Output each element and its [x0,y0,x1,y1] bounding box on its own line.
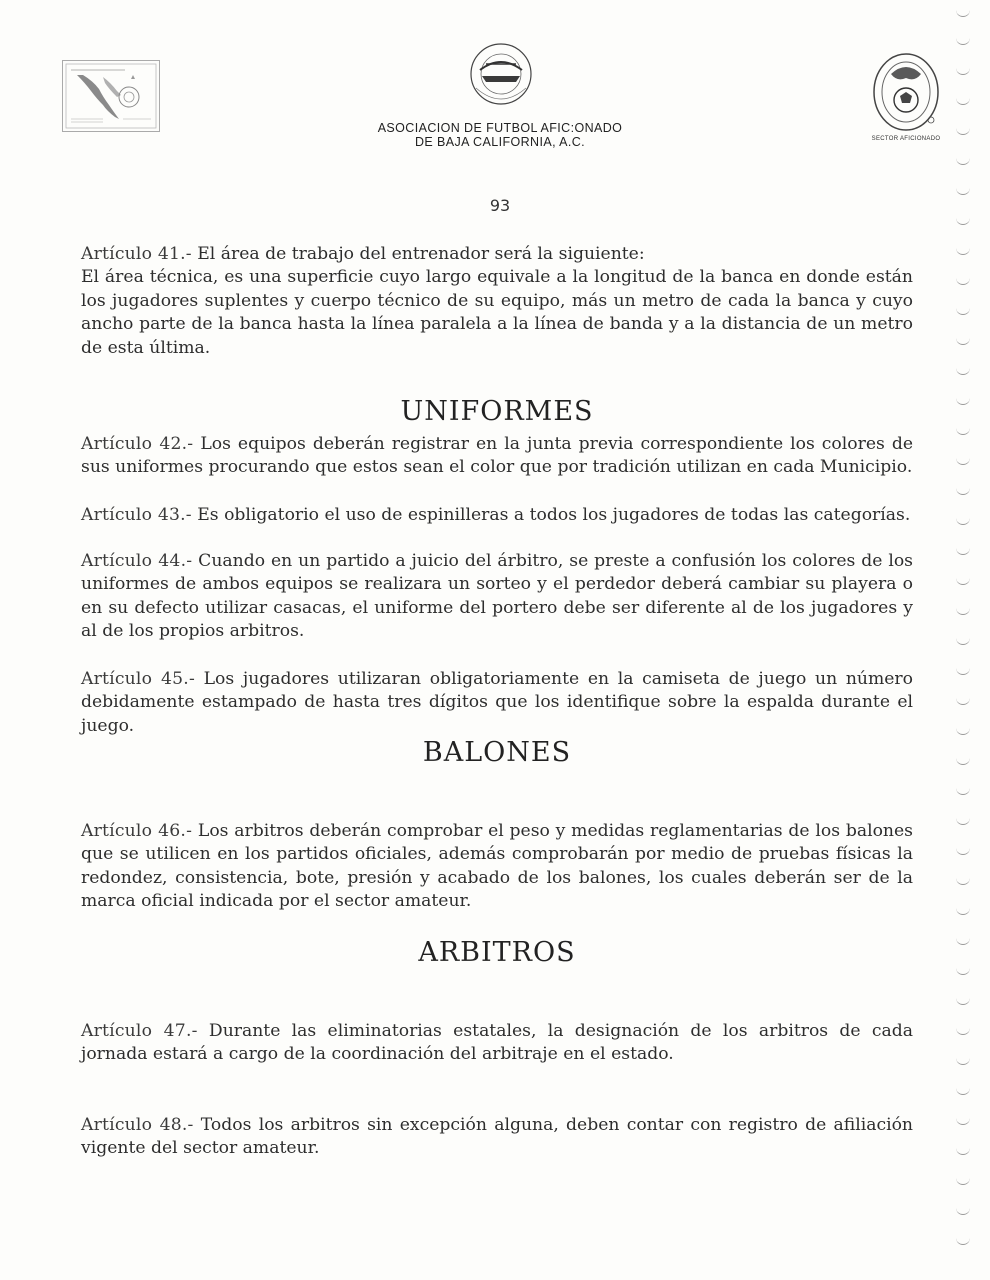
article-label: Artículo 46.- [81,821,193,841]
seal-caption: SECTOR AFICIONADO [871,136,941,142]
article-text: Durante las eliminatorias estatales, la designación de los arbitros de cada jornada estará a cargo de la coordinación del arbitraje en el estado. [81,1021,914,1065]
article-label: Artículo 44.- [81,551,193,571]
article-41-intro [81,243,913,266]
article-42 [81,433,913,480]
article-text: Los jugadores utilizaran obligatoriamente en la camiseta de juego un número debidamente estampado de hasta tres dígitos que los identifique sobre la espalda durante el juego. [81,669,913,736]
article-44 [81,550,913,644]
page-number: 93 [489,196,511,215]
article-text: Es obligatorio el uso de espinilleras a todos los jugadores de todas las categorías. [191,505,911,525]
article-label: Artículo 47.- [81,1021,198,1041]
section-heading-balones: BALONES [422,737,572,768]
article-text: Cuando en un partido a juicio del árbitro, se preste a confusión los colores de los uniformes de ambos equipos se realizara un sorteo y el perdedor deberá cambiar su playera o en su defecto utilizar casacas, el uniforme del portero debe ser diferente al de los jugadores y al de los propios arbitros. [81,551,913,642]
article-text: El área de trabajo del entrenador será la siguiente: [191,244,645,264]
article-41 [81,243,913,360]
article-46 [81,820,913,914]
article-label: Artículo 45.- [81,669,195,689]
article-text: Todos los arbitros sin excepción alguna, deben contar con registro de afiliación vigente del sector amateur. [81,1115,913,1159]
article-label: Artículo 48.- [81,1115,194,1135]
article-text: Los arbitros deberán comprobar el peso y medidas reglamentarias de los balones que se utilicen en los partidos oficiales, además comprobarán por medio de pruebas físicas la redondez, consistencia, bote, presión y acabado de los balones, los cuales deberán ser de la marca oficial indicada por el sector amateur. [81,821,913,912]
baja-california-map-logo [62,60,160,132]
binding-hole-marks [952,0,982,1280]
article-43 [81,504,913,527]
fmf-emblem-logo [462,40,540,112]
article-text: Los equipos deberán registrar en la junta previa correspondiente los colores de sus uniformes procurando que estos sean el color que por tradición utilizan en cada Municipio. [81,434,913,478]
article-45 [81,668,913,738]
article-47 [81,1020,913,1067]
article-41-body: El área técnica, es una superficie cuyo largo equivale a la longitud de la banca en donde están los jugadores suplentes y cuerpo técnico de su equipo, más un metro de cada la banca y cuyo ancho parte de la banca hasta la línea paralela a la línea de banda y a la distancia de un metro de esta última. [81,267,913,358]
article-label: Artículo 42.- [81,434,194,454]
federation-seal [866,48,946,148]
section-heading-arbitros: ARBITROS [418,937,576,968]
article-48 [81,1114,913,1161]
organization-line-2: DE BAJA CALIFORNIA, A.C. [414,135,586,149]
organization-name [340,121,660,149]
organization-line-1: ASOCIACION DE FUTBOL AFIC:ONADO [377,121,623,135]
article-label: Artículo 41.- [81,244,192,264]
article-label: Artículo 43.- [81,505,192,525]
section-heading-uniformes: UNIFORMES [400,396,594,427]
